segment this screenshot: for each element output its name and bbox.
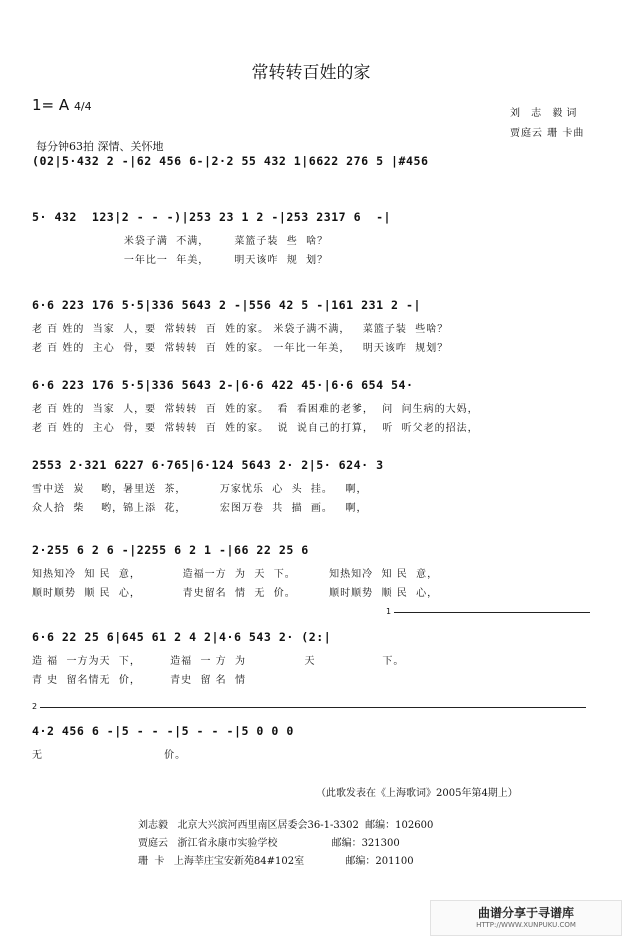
volta-first-label: 1	[386, 607, 392, 616]
lyric-line: 众人拾 柴 哟，锦上添 花， 宏图万卷 共 描 画。 啊，	[32, 503, 368, 514]
song-title: 常转转百姓的家	[251, 63, 371, 83]
site-watermark	[430, 900, 622, 936]
lyric-line: 米袋子满 不满， 菜篮子装 些 啥？	[32, 236, 329, 247]
music-system	[32, 210, 596, 266]
music-system	[32, 298, 596, 354]
lyric-line: 顺时顺势 顺 民 心， 青史留名 情 无 价。 顺时顺势 顺 民 心，	[32, 588, 439, 599]
watermark-url: HTTP://WWW.XUNPUKU.COM	[476, 921, 576, 929]
music-system	[32, 458, 596, 514]
contact-line: 贾庭云 浙江省永康市实验学校 邮编：321300	[138, 838, 400, 849]
lyric-line: 雪中送 炭 哟，暑里送 茶， 万家忧乐 心 头 挂。 啊，	[32, 484, 368, 495]
music-system	[32, 630, 596, 686]
contact-line: 刘志毅 北京大兴滨河西里南区居委会36-1-3302 邮编：102600	[138, 820, 434, 831]
watermark-title: 曲谱分享于寻谱库	[477, 906, 574, 920]
notation-line: 4·2 456 6 -|5 - - -|5 - - -|5 0 0 0	[32, 724, 294, 738]
publication-note: （此歌发表在《上海歌词》2005年第4期上）	[316, 788, 518, 799]
key-label: 1= A	[32, 96, 70, 114]
notation-line: 5· 432 123|2 - - -)|253 23 1 2 -|253 2317 6 -|	[32, 210, 392, 224]
lyric-line: 老 百 姓的 当家 人，要 常转转 百 姓的家。 米袋子满不满， 菜篮子装 些啥？	[32, 324, 449, 335]
lyric-line: 一年比一 年美， 明天该咋 规 划？	[32, 255, 329, 266]
lyric-line: 老 百 姓的 当家 人，要 常转转 百 姓的家。 看 看困难的老爹， 问 问生病的大妈，	[32, 404, 479, 415]
music-system	[32, 378, 596, 434]
notation-line: (02|5·432 2 -|62 456 6-|2·2 55 432 1|6622 276 5 |#456	[32, 154, 429, 168]
lyric-line: 老 百 姓的 主心 骨，要 常转转 百 姓的家。 一年比一年美， 明天该咋 规划？	[32, 343, 449, 354]
notation-line: 2553 2·321 6227 6·765|6·124 5643 2· 2|5· 624· 3	[32, 458, 384, 472]
notation-line: 6·6 22 25 6|645 61 2 4 2|4·6 543 2· (2:|	[32, 630, 332, 644]
time-signature: 4/4	[73, 100, 92, 113]
music-system	[32, 154, 596, 168]
notation-line: 2·255 6 2 6 -|2255 6 2 1 -|66 22 25 6	[32, 543, 309, 557]
notation-line: 6·6 223 176 5·5|336 5643 2 -|556 42 5 -|161 231 2 -|	[32, 298, 421, 312]
notation-line: 6·6 223 176 5·5|336 5643 2-|6·6 422 45·|6·6 654 54·	[32, 378, 414, 392]
music-system	[32, 543, 596, 599]
lyric-line: 老 百 姓的 主心 骨，要 常转转 百 姓的家。 说 说自己的打算， 听 听父老的招法，	[32, 423, 479, 434]
composer-credit: 贾庭云 珊 卡曲	[510, 128, 585, 139]
lyric-line: 青 史 留名情无 价， 青史 留 名 情	[32, 675, 247, 686]
lyricist-credit: 刘 志 毅词	[510, 108, 581, 119]
volta-bracket	[394, 612, 590, 613]
key-signature	[32, 96, 92, 114]
music-system	[32, 724, 596, 761]
volta-second-label: 2	[32, 702, 38, 711]
contact-line: 珊 卡 上海莘庄宝安新苑84#102室 邮编：201100	[138, 856, 414, 867]
volta-bracket	[40, 707, 586, 708]
tempo-marking: 每分钟63拍 深情、关怀地	[36, 140, 164, 153]
lyric-line: 造 福 一方为天 下， 造福 一 方 为 天 下。	[32, 656, 405, 667]
lyric-line: 无 价。	[32, 750, 187, 761]
lyric-line: 知热知冷 知 民 意， 造福一方 为 天 下。 知热知冷 知 民 意，	[32, 569, 439, 580]
